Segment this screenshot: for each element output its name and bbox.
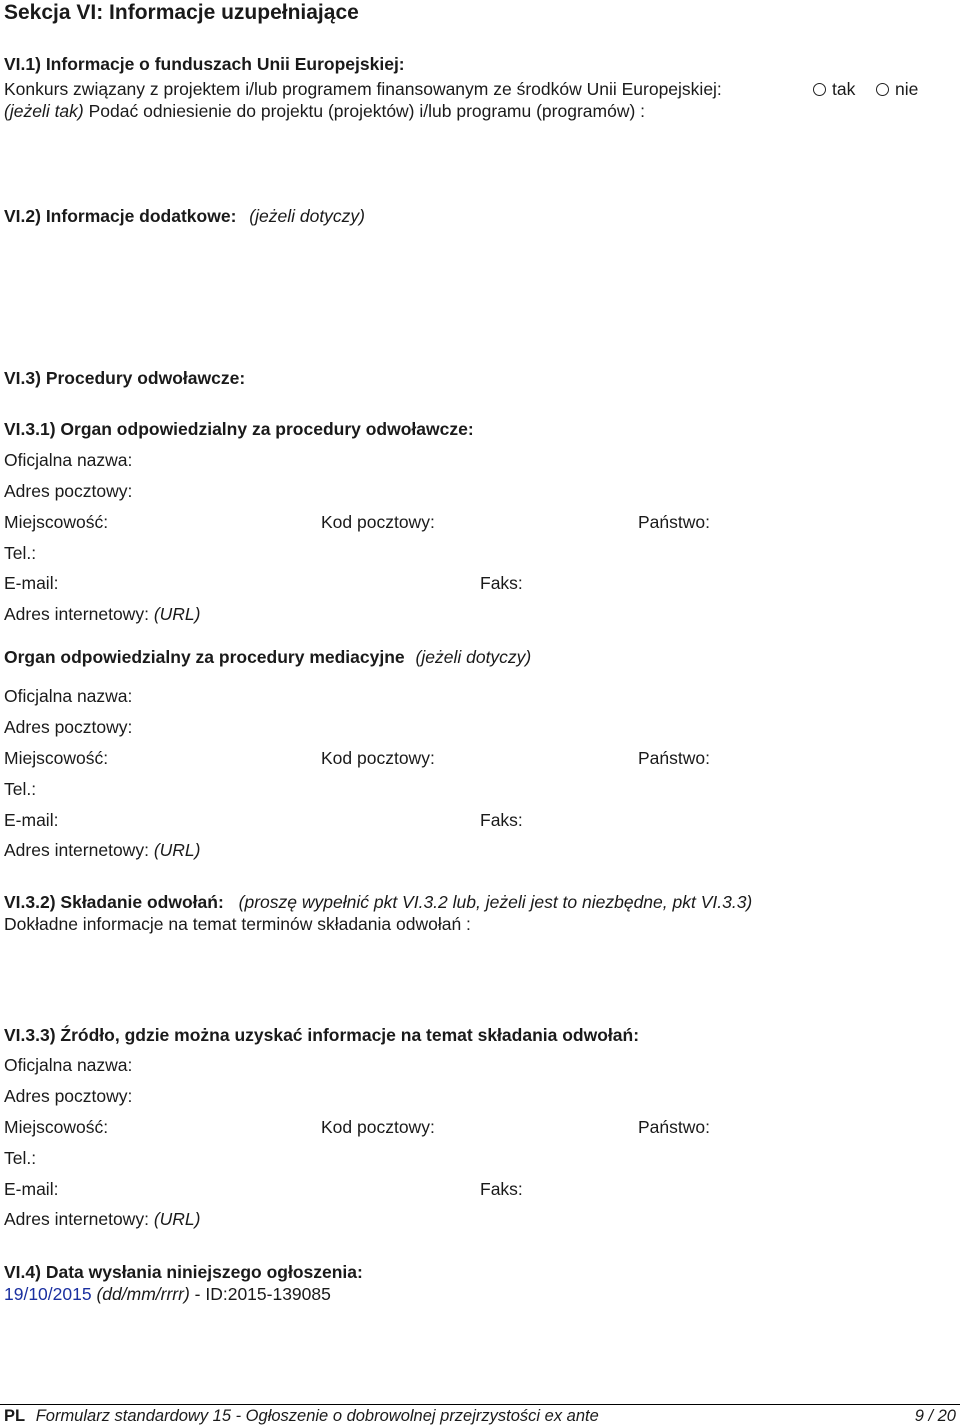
vi32-heading-text: VI.3.2) Składanie odwołań: — [4, 892, 224, 912]
vi33-official-name: Oficjalna nazwa: — [4, 1055, 133, 1075]
footer-form: Formularz standardowy 15 - Ogłoszenie o dobrowolnej przejrzystości ex ante — [35, 1407, 599, 1425]
med-postal-address: Adres pocztowy: — [4, 717, 133, 737]
internet-label: Adres internetowy: — [4, 604, 149, 624]
footer-divider — [0, 1404, 960, 1405]
mediation-heading — [4, 647, 531, 668]
vi33-postal-address: Adres pocztowy: — [4, 1086, 133, 1106]
vi33-country: Państwo: — [638, 1117, 710, 1137]
med-country: Państwo: — [638, 748, 710, 768]
vi33-tel: Tel.: — [4, 1148, 37, 1168]
vi33-email: E-mail: — [4, 1179, 59, 1199]
vi1-question: Konkurs związany z projektem i/lub programem finansowanym ze środków Unii Europejskiej: — [4, 79, 722, 99]
vi1-ref-text: Podać odniesienie do projektu (projektów) i/lub programu (programów) : — [88, 101, 646, 121]
med-internet — [4, 840, 200, 861]
vi2-heading-text: VI.2) Informacje dodatkowe: — [4, 206, 237, 226]
mediation-heading-text: Organ odpowiedzialny za procedury mediacyjne — [4, 647, 405, 667]
vi2-note: (jeżeli dotyczy) — [249, 206, 366, 226]
vi31-fax: Faks: — [480, 573, 523, 593]
med-tel: Tel.: — [4, 779, 37, 799]
internet-label: Adres internetowy: — [4, 1209, 149, 1229]
vi31-official-name: Oficjalna nazwa: — [4, 450, 133, 470]
vi33-postal-code: Kod pocztowy: — [321, 1117, 435, 1137]
radio-no-label: nie — [895, 79, 919, 99]
footer-lang: PL — [4, 1407, 26, 1425]
vi31-country: Państwo: — [638, 512, 710, 532]
radio-yes-label: tak — [832, 79, 856, 99]
vi1-heading: VI.1) Informacje o funduszach Unii Europejskiej: — [4, 54, 405, 74]
radio-circle-icon — [876, 83, 889, 96]
vi4-date-line — [4, 1284, 331, 1305]
med-postal-code: Kod pocztowy: — [321, 748, 435, 768]
vi31-heading: VI.3.1) Organ odpowiedzialny za procedury odwoławcze: — [4, 419, 474, 439]
vi31-postal-code: Kod pocztowy: — [321, 512, 435, 532]
vi31-tel: Tel.: — [4, 543, 37, 563]
vi4-date: 19/10/2015 — [4, 1284, 92, 1304]
radio-circle-icon — [813, 83, 826, 96]
vi33-city: Miejscowość: — [4, 1117, 109, 1137]
url-label: (URL) — [153, 840, 201, 860]
radio-yes[interactable] — [813, 79, 855, 100]
section-title: Sekcja VI: Informacje uzupełniające — [4, 1, 359, 24]
vi33-internet — [4, 1209, 200, 1230]
footer — [4, 1407, 599, 1426]
footer-page: 9 / 20 — [914, 1407, 956, 1425]
vi4-id: - ID:2015-139085 — [194, 1284, 331, 1304]
vi2-heading — [4, 206, 365, 227]
radio-no[interactable] — [876, 79, 918, 100]
url-label: (URL) — [153, 604, 201, 624]
url-label: (URL) — [153, 1209, 201, 1229]
med-official-name: Oficjalna nazwa: — [4, 686, 133, 706]
mediation-note: (jeżeli dotyczy) — [415, 647, 532, 667]
vi33-fax: Faks: — [480, 1179, 523, 1199]
med-fax: Faks: — [480, 810, 523, 830]
med-city: Miejscowość: — [4, 748, 109, 768]
med-email: E-mail: — [4, 810, 59, 830]
vi31-email: E-mail: — [4, 573, 59, 593]
vi32-heading — [4, 892, 752, 913]
vi31-internet — [4, 604, 200, 625]
vi4-date-format: (dd/mm/rrrr) — [96, 1284, 190, 1304]
vi32-detail: Dokładne informacje na temat terminów składania odwołań : — [4, 914, 471, 934]
vi32-note: (proszę wypełnić pkt VI.3.2 lub, jeżeli jest to niezbędne, pkt VI.3.3) — [238, 892, 753, 912]
vi31-postal-address: Adres pocztowy: — [4, 481, 133, 501]
internet-label: Adres internetowy: — [4, 840, 149, 860]
vi33-heading: VI.3.3) Źródło, gdzie można uzyskać informacje na temat składania odwołań: — [4, 1025, 640, 1045]
vi1-reference — [4, 101, 645, 122]
vi31-city: Miejscowość: — [4, 512, 109, 532]
vi4-heading: VI.4) Data wysłania niniejszego ogłoszenia: — [4, 1262, 363, 1282]
vi3-heading: VI.3) Procedury odwoławcze: — [4, 368, 246, 388]
vi1-ref-prefix: (jeżeli tak) — [4, 101, 84, 121]
